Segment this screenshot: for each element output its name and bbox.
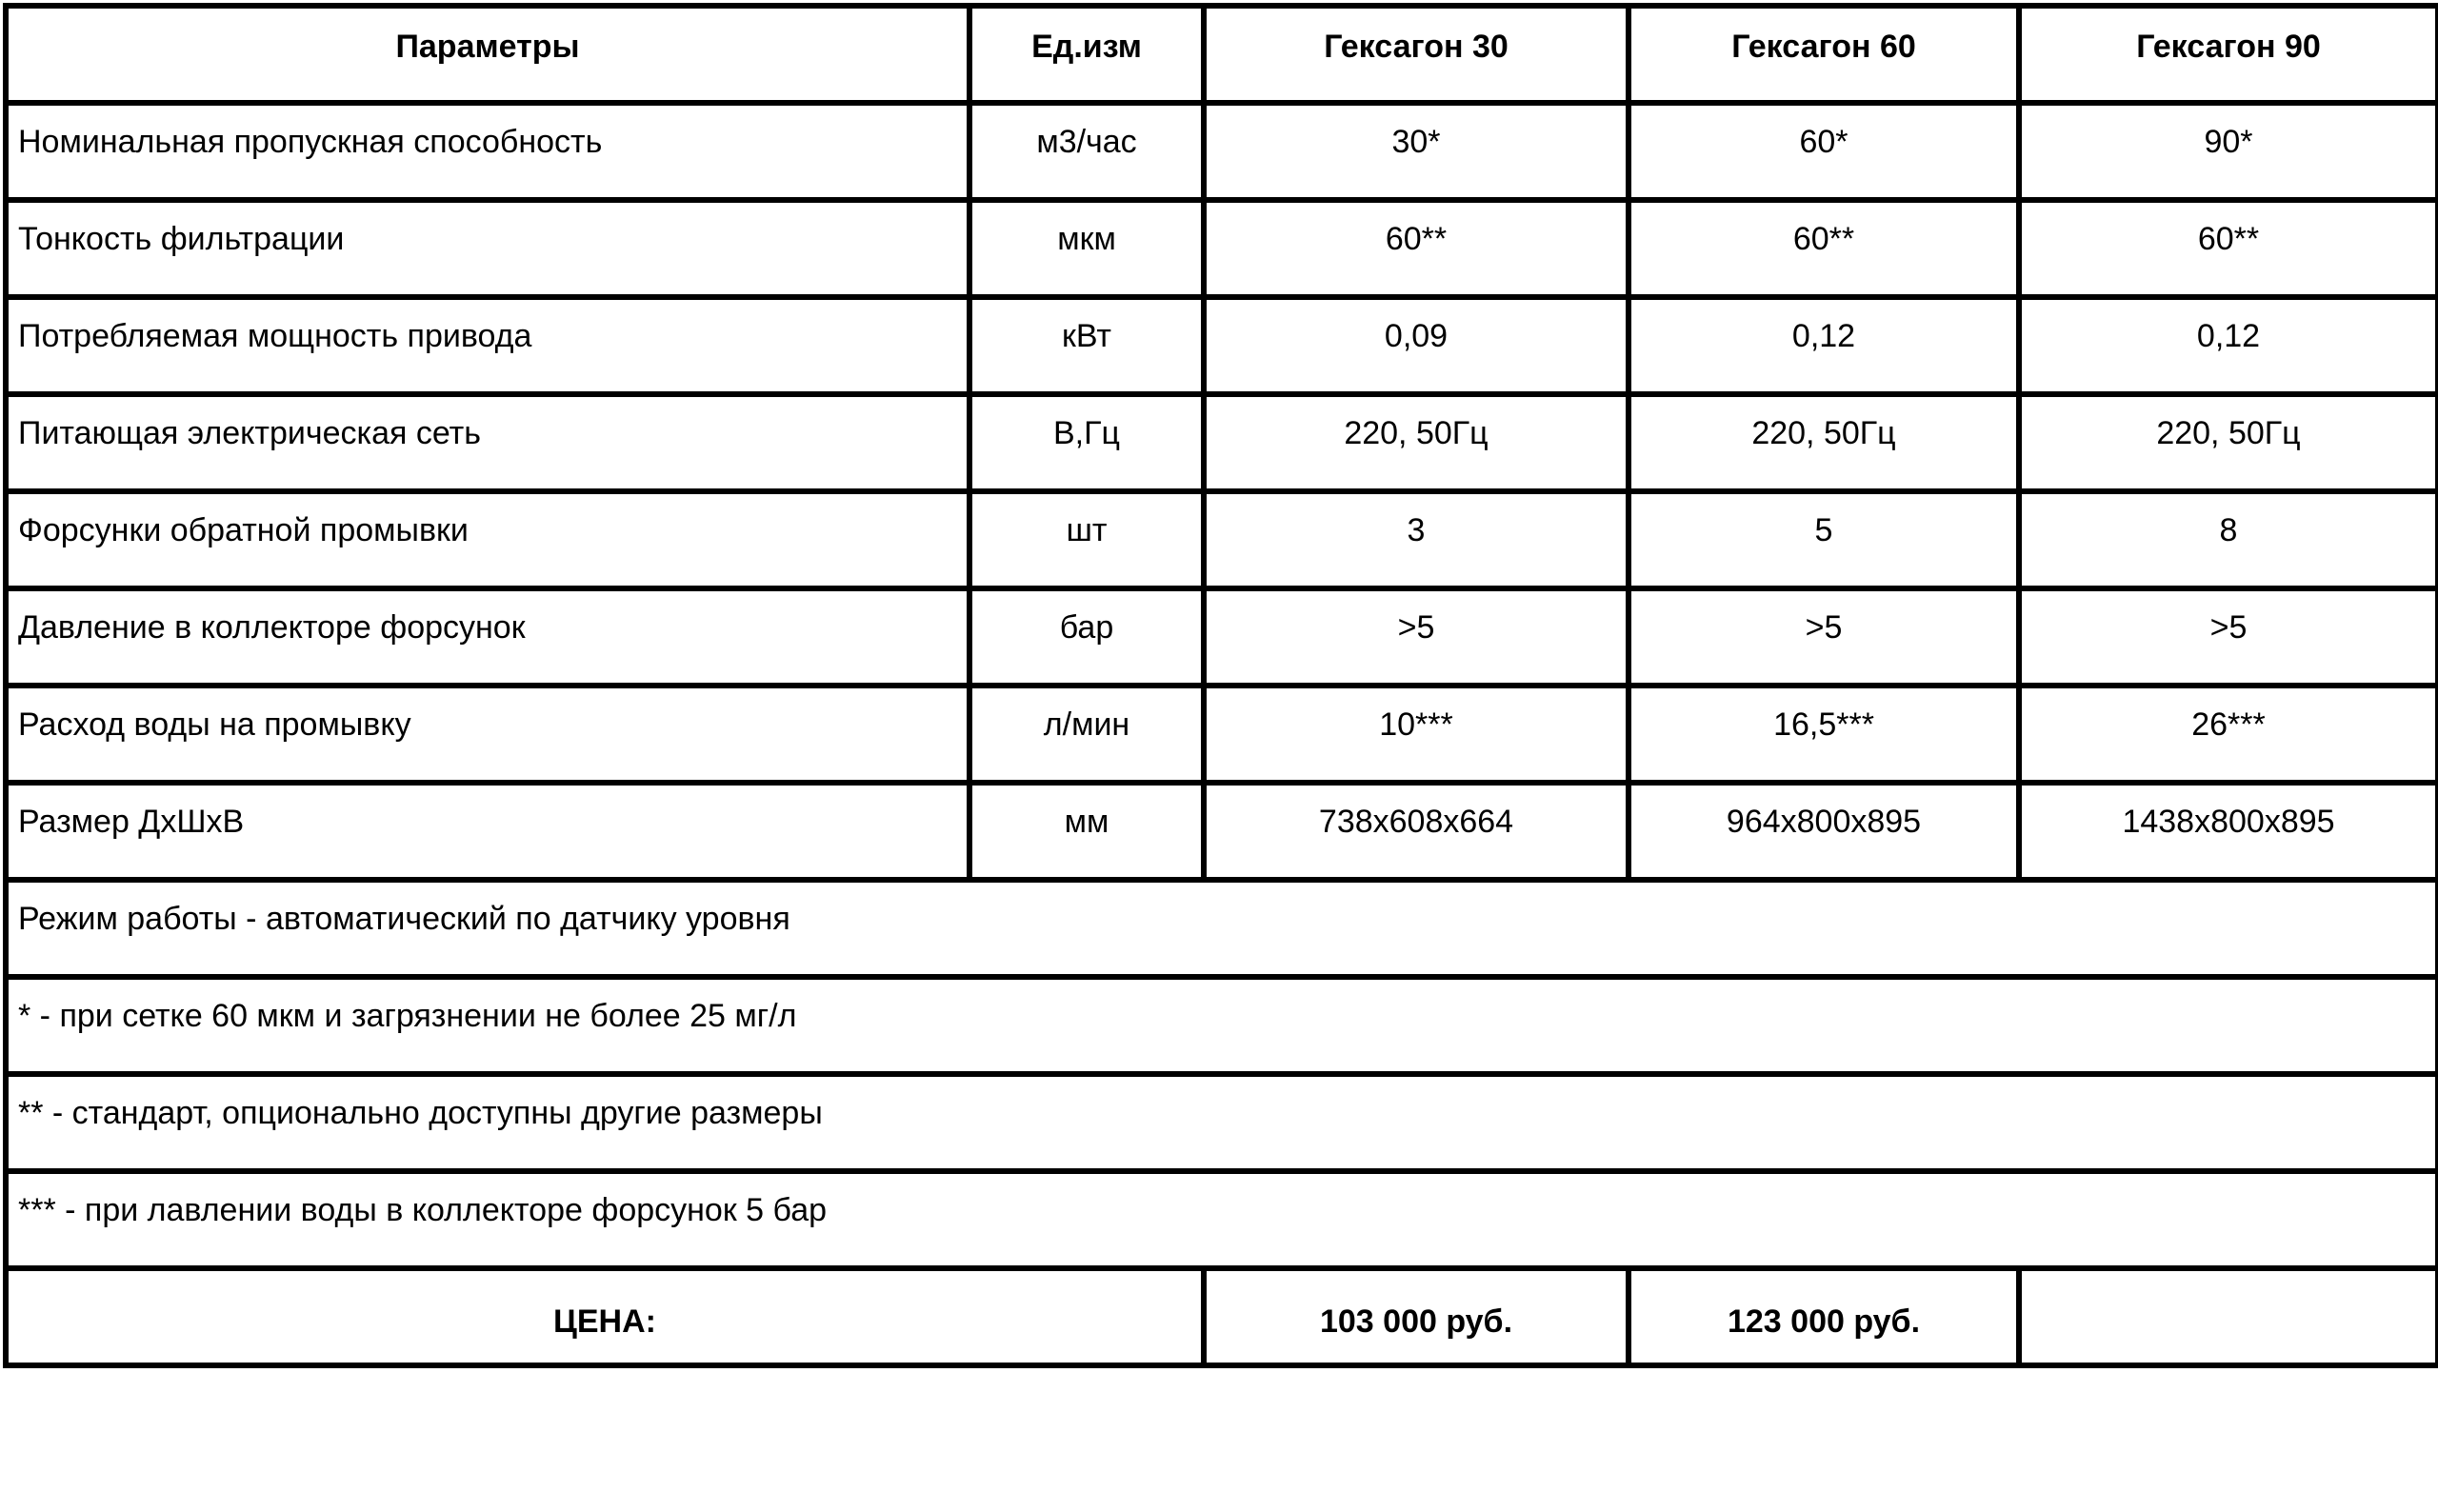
value-cell: >5 (1204, 588, 1629, 686)
unit-cell: мм (969, 783, 1204, 880)
table-row (6, 588, 2438, 686)
unit-cell: В,Гц (969, 394, 1204, 491)
value-cell: 220, 50Гц (1629, 394, 2019, 491)
unit-cell: мкм (969, 200, 1204, 297)
value-cell: 5 (1629, 491, 2019, 588)
value-cell: 16,5*** (1629, 686, 2019, 783)
value-cell: 26*** (2019, 686, 2438, 783)
note-cell: *** - при лавлении воды в коллекторе форсунок 5 бар (6, 1171, 2438, 1268)
value-cell: 10*** (1204, 686, 1629, 783)
header-model-3: Гексагон 90 (2019, 6, 2438, 103)
note-cell: * - при сетке 60 мкм и загрязнении не более 25 мг/л (6, 977, 2438, 1074)
unit-cell: шт (969, 491, 1204, 588)
value-cell: >5 (2019, 588, 2438, 686)
unit-cell: л/мин (969, 686, 1204, 783)
param-cell: Питающая электрическая сеть (6, 394, 969, 491)
param-cell: Потребляемая мощность привода (6, 297, 969, 394)
value-cell: 220, 50Гц (1204, 394, 1629, 491)
price-value: 123 000 руб. (1629, 1268, 2019, 1365)
price-row (6, 1268, 2438, 1365)
unit-cell: м3/час (969, 103, 1204, 200)
value-cell: 738x608x664 (1204, 783, 1629, 880)
price-value: 103 000 руб. (1204, 1268, 1629, 1365)
header-param: Параметры (6, 6, 969, 103)
param-cell: Размер ДхШхВ (6, 783, 969, 880)
value-cell: 60* (1629, 103, 2019, 200)
spec-table (3, 3, 2438, 1368)
price-label: ЦЕНА: (6, 1268, 1204, 1365)
value-cell: 0,12 (2019, 297, 2438, 394)
value-cell: 220, 50Гц (2019, 394, 2438, 491)
table-row (6, 783, 2438, 880)
note-cell: Режим работы - автоматический по датчику уровня (6, 880, 2438, 977)
value-cell: 90* (2019, 103, 2438, 200)
note-cell: ** - стандарт, опционально доступны другие размеры (6, 1074, 2438, 1171)
value-cell: 60** (1629, 200, 2019, 297)
value-cell: 0,09 (1204, 297, 1629, 394)
param-cell: Расход воды на промывку (6, 686, 969, 783)
table-row (6, 394, 2438, 491)
note-row (6, 880, 2438, 977)
table-row (6, 200, 2438, 297)
value-cell: 3 (1204, 491, 1629, 588)
note-row (6, 1171, 2438, 1268)
value-cell: 0,12 (1629, 297, 2019, 394)
table-row (6, 491, 2438, 588)
value-cell: 8 (2019, 491, 2438, 588)
param-cell: Форсунки обратной промывки (6, 491, 969, 588)
param-cell: Номинальная пропускная способность (6, 103, 969, 200)
param-cell: Тонкость фильтрации (6, 200, 969, 297)
header-row (6, 6, 2438, 103)
note-row (6, 1074, 2438, 1171)
value-cell: 60** (1204, 200, 1629, 297)
unit-cell: бар (969, 588, 1204, 686)
value-cell: 60** (2019, 200, 2438, 297)
value-cell: 964x800x895 (1629, 783, 2019, 880)
table-row (6, 297, 2438, 394)
unit-cell: кВт (969, 297, 1204, 394)
header-model-2: Гексагон 60 (1629, 6, 2019, 103)
value-cell: 1438x800x895 (2019, 783, 2438, 880)
value-cell: 30* (1204, 103, 1629, 200)
note-row (6, 977, 2438, 1074)
table-row (6, 686, 2438, 783)
header-model-1: Гексагон 30 (1204, 6, 1629, 103)
price-value (2019, 1268, 2438, 1365)
header-unit: Ед.изм (969, 6, 1204, 103)
param-cell: Давление в коллекторе форсунок (6, 588, 969, 686)
value-cell: >5 (1629, 588, 2019, 686)
table-row (6, 103, 2438, 200)
